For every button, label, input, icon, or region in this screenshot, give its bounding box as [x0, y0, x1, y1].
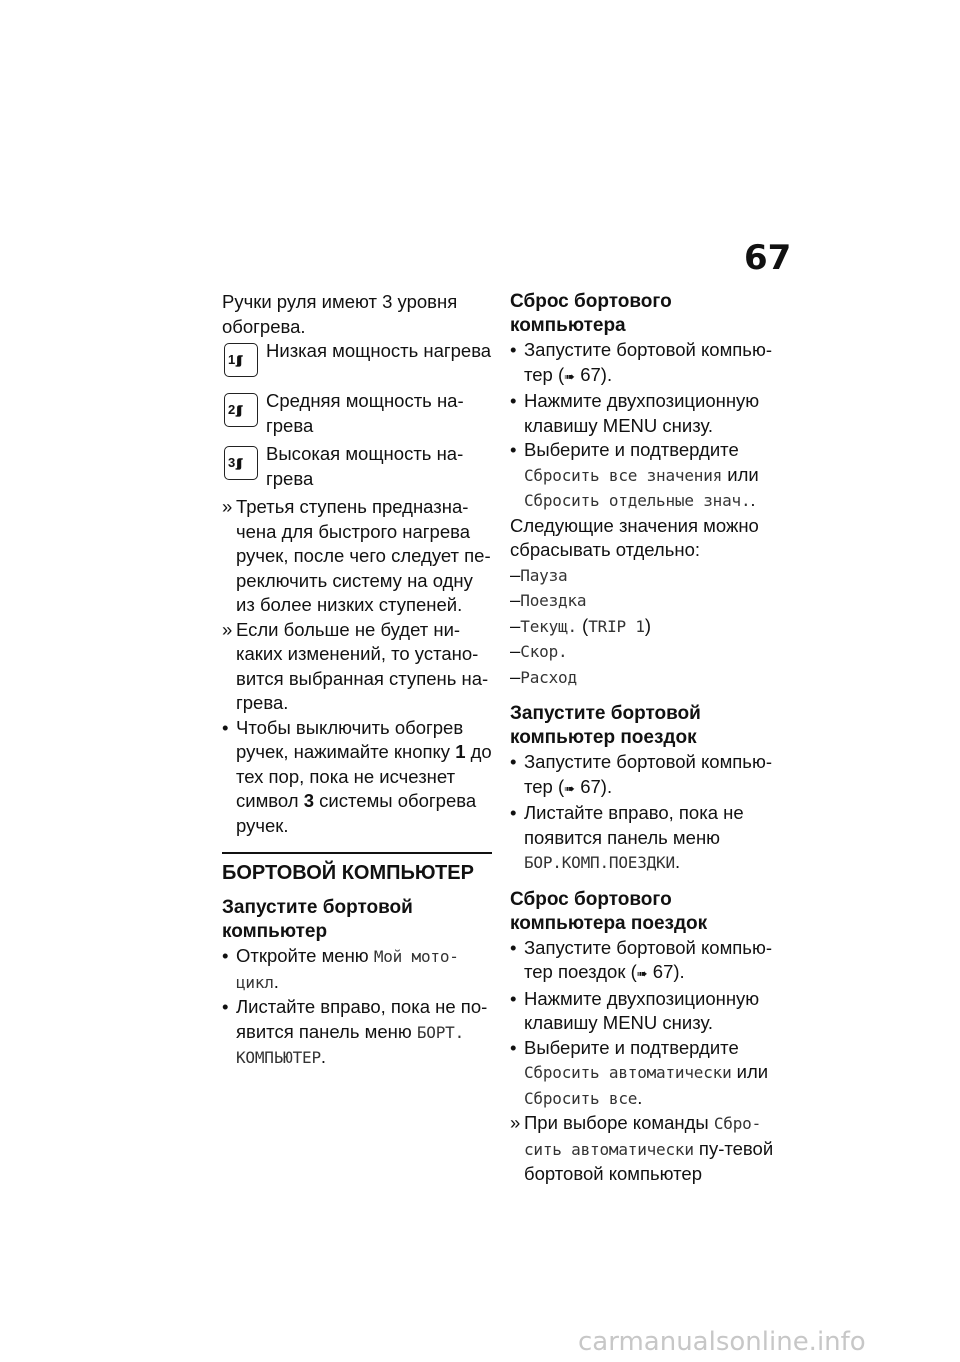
trip-reset-step-1: • Запустите бортовой компью-тер поездок (➠ 67).	[510, 936, 785, 987]
dash-item: –Текущ. (TRIP 1)	[510, 614, 651, 636]
reset-step-1: • Запустите бортовой компью-тер (➠ 67).	[510, 338, 785, 389]
trip-step-2: • Листайте вправо, пока не появится панель меню БОР.КОМП.ПОЕЗДКИ.	[510, 801, 785, 876]
heat-level-2	[222, 389, 494, 438]
key-1: 1	[455, 741, 466, 762]
trip-reset-step-3: • Выберите и подтвердите Сбросить автоматически или Сбросить все.	[510, 1036, 785, 1112]
dash-item: –Пауза	[510, 563, 568, 585]
intro-text: Ручки руля имеют 3 уровня обогрева.	[222, 291, 458, 337]
reset-heading: Сброс бортового компьютера	[510, 291, 672, 336]
trip-reset-note: » При выборе команды Сбро-сить автоматически пу-тевой бортовой компьютер	[510, 1111, 785, 1187]
dash-item: –Скор.	[510, 640, 568, 661]
section-title: БОРТОВОЙ КОМПЬЮТЕР	[222, 862, 474, 884]
trip-heading: Запустите бортовой компьютер поездок	[510, 703, 701, 748]
note-no-changes: » Если больше не будет ни-каких изменений, то устано-вится выбранная ступень на-грева.	[222, 618, 494, 716]
trip-reset-heading: Сброс бортового компьютера поездок	[510, 888, 708, 934]
section-divider	[222, 852, 492, 854]
separate-intro: Следующие значения можно сбрасывать отдельно:	[510, 514, 759, 560]
heat-level-1-text: Низкая мощность нагрева	[266, 340, 492, 361]
reset-step-3: • Выберите и подтвердите Сбросить все значения или Сбросить отдельные знач..	[510, 438, 785, 514]
heat-level-3-text: Высокая мощность на-грева	[266, 443, 464, 489]
note-third-level: » Третья ступень предназна-чена для быстрого нагрева ручек, после чего следует пе-реключить систему на одну из более низких ступеней.	[222, 495, 494, 618]
reset-step-2: • Нажмите двухпозиционную клавишу MENU снизу.	[510, 389, 785, 438]
start-heading: Запустите бортовой компьютер	[222, 897, 413, 942]
right-column	[510, 290, 785, 1187]
page-ref-arrow-icon: ➠	[564, 368, 576, 384]
page-ref-arrow-icon: ➠	[636, 966, 648, 981]
trip-reset-step-2: • Нажмите двухпозиционную клавишу MENU снизу.	[510, 987, 785, 1036]
page-ref-arrow-icon: ➠	[564, 780, 576, 796]
heat-level-3	[222, 442, 494, 491]
heated-grip-level-1-icon: 1 ∫∫∫	[224, 343, 258, 377]
menu-my-motorcycle: Мой мото-цикл	[236, 947, 459, 992]
heated-grip-level-2-icon: 2 ∫∫∫	[224, 393, 258, 427]
switch-off-instruction: • Чтобы выключить обогрев ручек, нажимайте кнопку 1 до тех пор, пока не исчезнет символ 3 системы обогрева ручек.	[222, 716, 494, 839]
trip-step-1: • Запустите бортовой компью-тер (➠ 67).	[510, 750, 785, 801]
left-column	[222, 290, 494, 1071]
heat-level-2-text: Средняя мощность на-грева	[266, 390, 464, 436]
scroll-right-step: • Листайте вправо, пока не по-явится панель меню БОРТ. КОМПЬЮТЕР.	[222, 995, 494, 1071]
heat-level-1	[222, 339, 494, 385]
watermark-footer: carmanualsonline.info	[578, 1327, 866, 1357]
page-number: 67	[744, 238, 792, 278]
dash-item: –Поездка	[510, 589, 587, 610]
dash-item: –Расход	[510, 665, 577, 687]
heated-grip-level-3-icon: 3 ∫∫∫	[224, 446, 258, 480]
menu-board-computer: БОРТ. КОМПЬЮТЕР	[236, 1022, 465, 1067]
open-menu-step: • Откройте меню Мой мото-цикл.	[222, 944, 494, 995]
symbol-3: 3	[303, 790, 315, 811]
